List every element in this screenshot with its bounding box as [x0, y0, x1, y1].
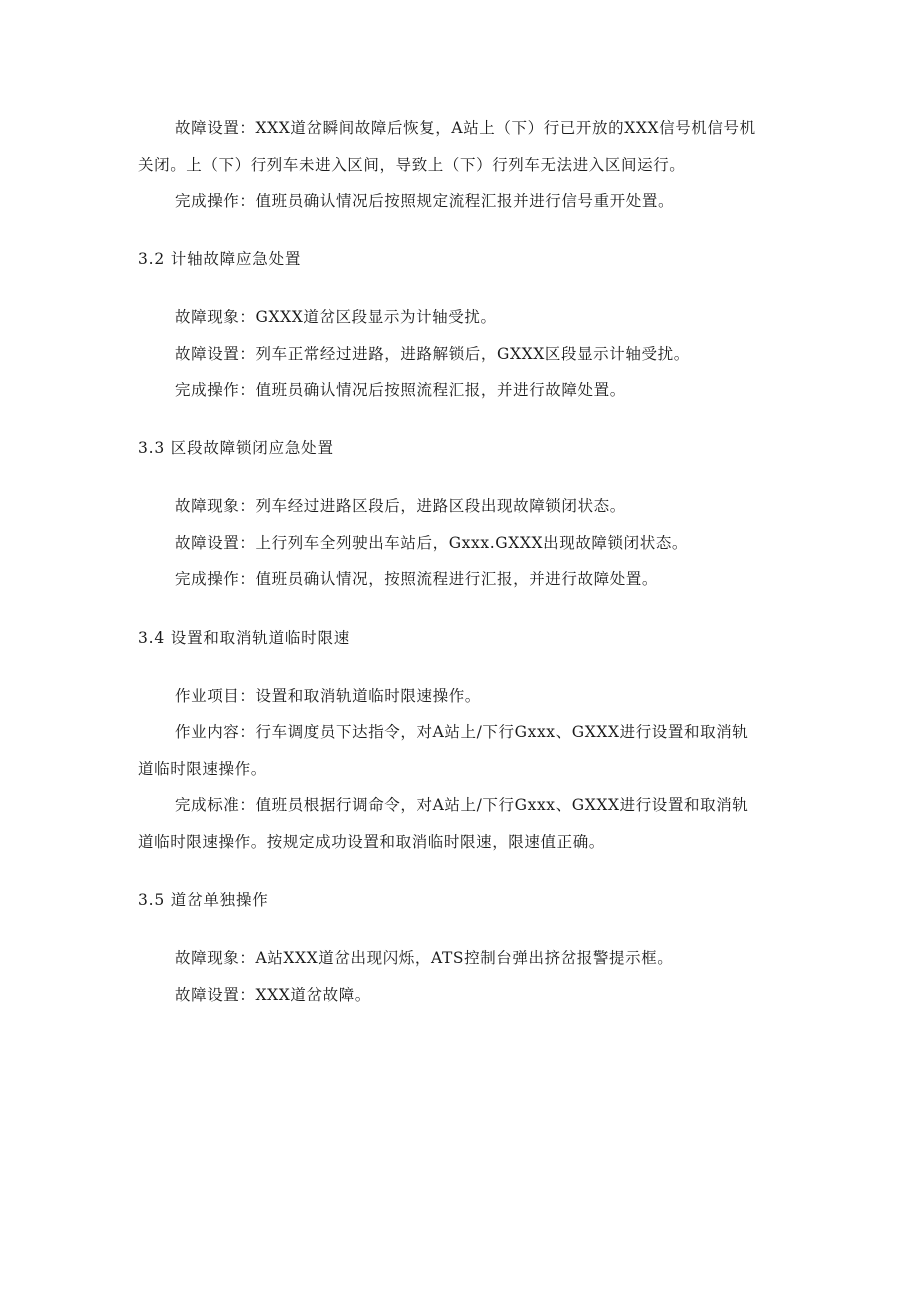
paragraph-completion-standard-line2: 道临时限速操作。按规定成功设置和取消临时限速，限速值正确。 — [138, 833, 605, 851]
paragraph-fault-phenomenon: 故障现象：GXXX道岔区段显示为计轴受扰。 — [175, 308, 497, 326]
paragraph-completion: 完成操作：值班员确认情况，按照流程进行汇报，并进行故障处置。 — [175, 570, 659, 588]
paragraph-fault-setting: 故障设置：上行列车全列驶出车站后，Gxxx.GXXX出现故障锁闭状态。 — [175, 534, 689, 552]
paragraph-completion-standard-line1: 完成标准：值班员根据行调命令，对A站上/下行Gxxx、GXXX进行设置和取消轨 — [175, 796, 749, 814]
section-heading-3-3: 3.3 区段故障锁闭应急处置 — [138, 439, 334, 457]
paragraph-fault-setting: 故障设置：XXX道岔故障。 — [175, 986, 371, 1004]
paragraph-fault-phenomenon: 故障现象：列车经过进路区段后，进路区段出现故障锁闭状态。 — [175, 497, 626, 515]
section-heading-3-4: 3.4 设置和取消轨道临时限速 — [138, 629, 351, 647]
paragraph-fault-setting-line2: 关闭。上（下）行列车未进入区间，导致上（下）行列车无法进入区间运行。 — [138, 156, 686, 174]
paragraph-completion: 完成操作：值班员确认情况后按照流程汇报，并进行故障处置。 — [175, 381, 626, 399]
section-heading-3-5: 3.5 道岔单独操作 — [138, 891, 269, 909]
paragraph-completion: 完成操作：值班员确认情况后按照规定流程汇报并进行信号重开处置。 — [175, 192, 675, 210]
paragraph-work-content-line1: 作业内容：行车调度员下达指令，对A站上/下行Gxxx、GXXX进行设置和取消轨 — [175, 723, 749, 741]
paragraph-fault-setting: 故障设置：列车正常经过进路，进路解锁后，GXXX区段显示计轴受扰。 — [175, 345, 690, 363]
paragraph-work-item: 作业项目：设置和取消轨道临时限速操作。 — [175, 687, 481, 705]
paragraph-work-content-line2: 道临时限速操作。 — [138, 760, 267, 778]
paragraph-fault-phenomenon: 故障现象：A站XXX道岔出现闪烁，ATS控制台弹出挤岔报警提示框。 — [175, 949, 674, 967]
paragraph-fault-setting-line1: 故障设置：XXX道岔瞬间故障后恢复，A站上（下）行已开放的XXX信号机信号机 — [175, 119, 756, 137]
section-heading-3-2: 3.2 计轴故障应急处置 — [138, 250, 302, 268]
